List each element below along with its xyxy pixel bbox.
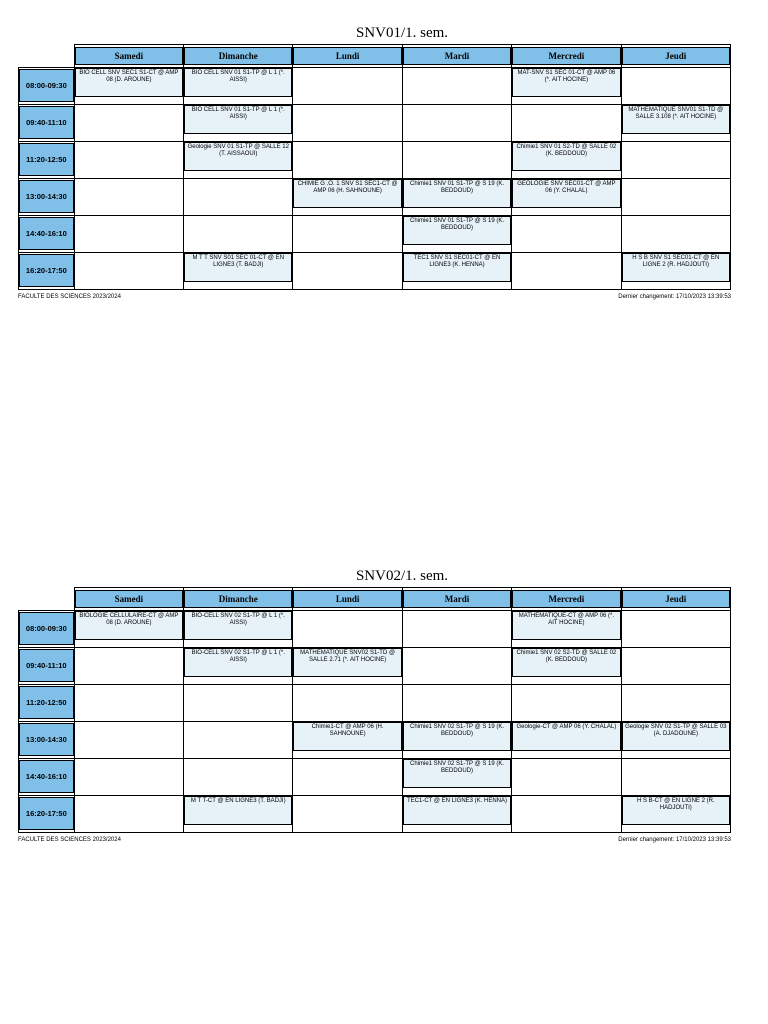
course-slot xyxy=(512,252,621,289)
day-label: Mercredi xyxy=(512,590,620,608)
course-slot xyxy=(512,178,621,215)
course-slot xyxy=(74,104,183,141)
course-slot xyxy=(293,795,402,832)
course-entry[interactable]: BIO-CELL SNV 02 S1-TP @ L 1 (*. AISSI) xyxy=(184,611,292,640)
course-slot xyxy=(621,610,730,647)
time-row xyxy=(19,610,731,647)
course-slot xyxy=(293,178,402,215)
time-slot-label: 11:20-12:50 xyxy=(19,686,74,719)
time-slot-label: 08:00-09:30 xyxy=(19,612,74,645)
course-slot xyxy=(512,215,621,252)
time-row xyxy=(19,104,731,141)
course-slot xyxy=(74,67,183,104)
day-header xyxy=(74,45,183,68)
course-entry[interactable]: MAT-SNV S1 SEC 01-CT @ AMP 06 (*. AIT HOCINE) xyxy=(512,68,620,97)
course-entry[interactable]: MATHEMATIQUE SNV02 S1-TD @ SALLE 2.71 (*. AIT HOCINE) xyxy=(293,648,401,677)
schedule-snv01 xyxy=(18,22,731,306)
course-slot xyxy=(74,215,183,252)
day-header xyxy=(512,45,621,68)
course-slot xyxy=(293,215,402,252)
course-slot xyxy=(74,647,183,684)
time-slot-cell xyxy=(19,215,75,252)
day-header xyxy=(293,588,402,611)
course-slot xyxy=(184,141,293,178)
course-entry[interactable]: BIOLOGIE CELLULAIRE-CT @ AMP 08 (D. AROUNE) xyxy=(75,611,183,640)
course-slot xyxy=(402,647,511,684)
time-row xyxy=(19,647,731,684)
course-entry[interactable]: Chimie1 SNV 01 S1-TP @ S 19 (K. BEDDOUD) xyxy=(403,216,511,245)
course-entry[interactable]: BIO CELL SNV 01 S1-TP @ L 1 (*. AISSI) xyxy=(184,105,292,134)
course-slot xyxy=(621,647,730,684)
day-label: Samedi xyxy=(75,47,183,65)
footer-faculty: FACULTE DES SCIENCES 2023/2024 xyxy=(18,293,121,300)
day-label: Dimanche xyxy=(184,590,292,608)
course-slot xyxy=(402,758,511,795)
course-slot xyxy=(512,758,621,795)
course-slot xyxy=(74,721,183,758)
course-slot xyxy=(184,104,293,141)
course-slot xyxy=(293,252,402,289)
course-entry[interactable]: Chimie1-CT @ AMP 06 (H. SAHNOUNE) xyxy=(293,722,401,751)
day-header xyxy=(184,45,293,68)
course-slot xyxy=(621,795,730,832)
course-slot xyxy=(184,721,293,758)
course-slot xyxy=(402,215,511,252)
course-slot xyxy=(621,178,730,215)
day-header xyxy=(184,588,293,611)
course-entry[interactable]: Chimie1 SNV 01 S1-TP @ S 19 (K. BEDDOUD) xyxy=(403,179,511,208)
course-entry[interactable]: GEOLOGIE SNV SEC01-CT @ AMP 06 (Y. CHALAL) xyxy=(512,179,620,208)
course-entry[interactable]: TEC1 SNV S1 SEC01-CT @ EN LIGNE3 (K. HENNA) xyxy=(403,253,511,282)
course-slot xyxy=(74,795,183,832)
course-slot xyxy=(512,141,621,178)
course-slot xyxy=(402,104,511,141)
course-entry[interactable]: H S B SNV S1 SEC01-CT @ EN LIGNE 2 (R. HADJOUTI) xyxy=(622,253,730,282)
day-header xyxy=(621,588,730,611)
day-label: Mercredi xyxy=(512,47,620,65)
course-slot xyxy=(184,252,293,289)
course-entry[interactable]: Chimie1 SNV 02 S1-TP @ S 19 (K. BEDDOUD) xyxy=(403,722,511,751)
course-slot xyxy=(512,610,621,647)
schedule-title: SNV02/1. sem. xyxy=(355,568,449,584)
day-header xyxy=(402,45,511,68)
course-slot xyxy=(512,67,621,104)
day-label: Lundi xyxy=(293,590,401,608)
day-label: Jeudi xyxy=(622,590,730,608)
course-entry[interactable]: CHIMIE G .O. 1 SNV S1 SEC1-CT @ AMP 06 (H. SAHNOUNE) xyxy=(293,179,401,208)
course-entry[interactable]: BIO CELL SNV 01 S1-TP @ L 1 (*. AISSI) xyxy=(184,68,292,97)
day-header xyxy=(621,45,730,68)
day-label: Mardi xyxy=(403,590,511,608)
day-label: Mardi xyxy=(403,47,511,65)
course-slot xyxy=(512,721,621,758)
time-slot-label: 14:40-16:10 xyxy=(19,760,74,793)
course-slot xyxy=(293,610,402,647)
time-slot-cell xyxy=(19,758,75,795)
day-label: Jeudi xyxy=(622,47,730,65)
course-slot xyxy=(621,104,730,141)
course-slot xyxy=(402,141,511,178)
course-slot xyxy=(621,758,730,795)
course-slot xyxy=(184,67,293,104)
course-slot xyxy=(184,610,293,647)
time-slot-label: 16:20-17:50 xyxy=(19,797,74,830)
course-entry[interactable]: MATHEMATIQUE-CT @ AMP 06 (*. AIT HOCINE) xyxy=(512,611,620,640)
course-slot xyxy=(621,684,730,721)
time-row xyxy=(19,758,731,795)
corner-cell xyxy=(19,45,75,68)
time-slot-label: 08:00-09:30 xyxy=(19,69,74,102)
time-row xyxy=(19,684,731,721)
footer-faculty: FACULTE DES SCIENCES 2023/2024 xyxy=(18,836,121,843)
schedule-title: SNV01/1. sem. xyxy=(355,25,449,41)
course-slot xyxy=(621,215,730,252)
corner-cell xyxy=(19,588,75,611)
time-slot-cell xyxy=(19,684,75,721)
course-entry[interactable]: M T T SNV S01 SEC 01-CT @ EN LIGNE3 (T. BADJI) xyxy=(184,253,292,282)
time-slot-label: 09:40-11:10 xyxy=(19,106,74,139)
time-row xyxy=(19,252,731,289)
course-entry[interactable]: MATHEMATIQUE SNV01 S1-TD @ SALLE 3.108 (*. AIT HOCINE) xyxy=(622,105,730,134)
time-slot-cell xyxy=(19,610,75,647)
course-slot xyxy=(74,610,183,647)
time-row xyxy=(19,67,731,104)
time-row xyxy=(19,178,731,215)
course-slot xyxy=(184,684,293,721)
day-label: Lundi xyxy=(293,47,401,65)
course-slot xyxy=(184,178,293,215)
day-label: Samedi xyxy=(75,590,183,608)
schedule-snv02 xyxy=(18,565,731,849)
time-slot-label: 09:40-11:10 xyxy=(19,649,74,682)
course-slot xyxy=(512,104,621,141)
course-slot xyxy=(512,647,621,684)
time-slot-cell xyxy=(19,795,75,832)
time-slot-cell xyxy=(19,252,75,289)
course-slot xyxy=(293,67,402,104)
page-footer xyxy=(18,837,731,849)
course-entry[interactable]: Chimie1 SNV 02 S2-TD @ SALLE 02 (K. BEDDOUD) xyxy=(512,648,620,677)
time-slot-label: 16:20-17:50 xyxy=(19,254,74,287)
footer-last-change: Dernier changement: 17/10/2023 13:39:53 xyxy=(618,836,731,843)
course-entry[interactable]: BIO CELL SNV SEC1 S1-CT @ AMP 08 (D. AROUNE) xyxy=(75,68,183,97)
day-header xyxy=(293,45,402,68)
course-slot xyxy=(74,178,183,215)
course-slot xyxy=(621,141,730,178)
course-entry[interactable]: Chimie1 SNV 02 S1-TP @ S 19 (K. BEDDOUD) xyxy=(403,759,511,788)
time-slot-cell xyxy=(19,647,75,684)
course-slot xyxy=(402,252,511,289)
day-header xyxy=(74,588,183,611)
course-slot xyxy=(621,67,730,104)
course-slot xyxy=(293,684,402,721)
course-entry[interactable]: H S B-CT @ EN LIGNE 2 (R. HADJOUTI) xyxy=(622,796,730,825)
course-entry[interactable]: M T T-CT @ EN LIGNE3 (T. BADJI) xyxy=(184,796,292,825)
course-slot xyxy=(293,721,402,758)
course-slot xyxy=(621,721,730,758)
course-slot xyxy=(293,758,402,795)
time-slot-label: 11:20-12:50 xyxy=(19,143,74,176)
course-slot xyxy=(74,758,183,795)
time-row xyxy=(19,141,731,178)
time-slot-label: 13:00-14:30 xyxy=(19,180,74,213)
time-slot-cell xyxy=(19,178,75,215)
course-entry[interactable]: Chimie1 SNV 01 S2-TD @ SALLE 02 (K. BEDDOUD) xyxy=(512,142,620,171)
time-slot-cell xyxy=(19,67,75,104)
course-slot xyxy=(402,178,511,215)
course-slot xyxy=(74,684,183,721)
course-entry[interactable]: TEC1-CT @ EN LIGNE3 (K. HENNA) xyxy=(403,796,511,825)
course-slot xyxy=(184,758,293,795)
course-slot xyxy=(402,610,511,647)
page-footer xyxy=(18,294,731,306)
course-slot xyxy=(402,67,511,104)
time-row xyxy=(19,215,731,252)
timetable xyxy=(18,44,731,290)
course-slot xyxy=(74,252,183,289)
course-slot xyxy=(74,141,183,178)
course-slot xyxy=(293,141,402,178)
time-row xyxy=(19,721,731,758)
course-entry[interactable]: Geologie-CT @ AMP 06 (Y. CHALAL) xyxy=(512,722,620,751)
course-slot xyxy=(402,684,511,721)
time-slot-cell xyxy=(19,141,75,178)
course-slot xyxy=(512,795,621,832)
footer-last-change: Dernier changement: 17/10/2023 13:39:53 xyxy=(618,293,731,300)
course-slot xyxy=(184,215,293,252)
time-slot-cell xyxy=(19,104,75,141)
course-slot xyxy=(402,795,511,832)
course-slot xyxy=(621,252,730,289)
time-row xyxy=(19,795,731,832)
course-slot xyxy=(184,795,293,832)
timetable xyxy=(18,587,731,833)
day-header-row xyxy=(19,588,731,611)
day-label: Dimanche xyxy=(184,47,292,65)
day-header-row xyxy=(19,45,731,68)
course-slot xyxy=(184,647,293,684)
course-entry[interactable]: BIO-CELL SNV 02 S1-TP @ L 1 (*. AISSI) xyxy=(184,648,292,677)
course-entry[interactable]: Geologie SNV 01 S1-TP @ SALLE 12 (T. AISSAOUI) xyxy=(184,142,292,171)
time-slot-label: 13:00-14:30 xyxy=(19,723,74,756)
course-entry[interactable]: Geologie SNV 02 S1-TP @ SALLE 03 (A. DJADOUNE) xyxy=(622,722,730,751)
course-slot xyxy=(293,104,402,141)
course-slot xyxy=(512,684,621,721)
course-slot xyxy=(402,721,511,758)
course-slot xyxy=(293,647,402,684)
day-header xyxy=(402,588,511,611)
day-header xyxy=(512,588,621,611)
time-slot-label: 14:40-16:10 xyxy=(19,217,74,250)
time-slot-cell xyxy=(19,721,75,758)
